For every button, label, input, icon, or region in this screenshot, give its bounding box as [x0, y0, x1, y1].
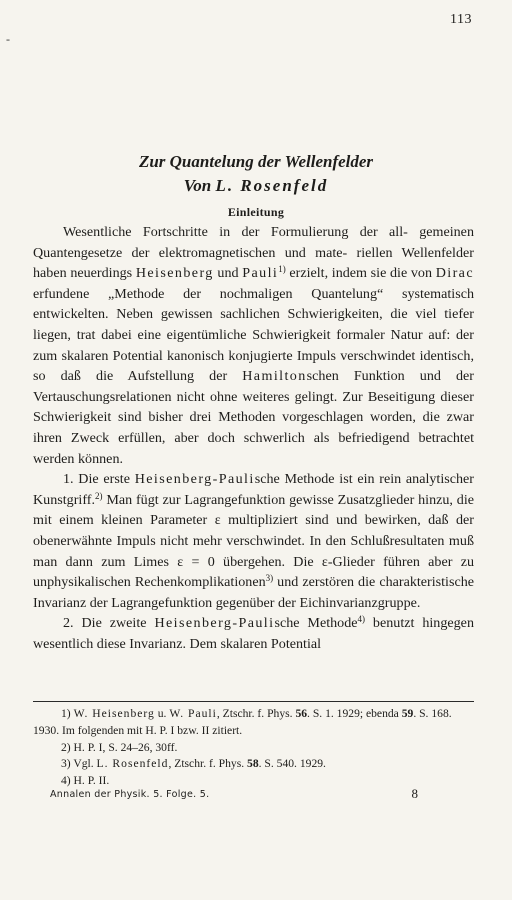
text-run: , Ztschr. f. Phys. [168, 757, 248, 771]
fn-volume: 58 [247, 757, 259, 771]
journal-line: Annalen der Physik. 5. Folge. 5. [50, 789, 210, 800]
footnote-rule [33, 701, 474, 702]
footnote-ref: 1) [278, 264, 286, 275]
text-run: u. [154, 707, 170, 720]
fn-author: W. Heisenberg [73, 707, 155, 720]
fn-volume: 59 [401, 707, 414, 720]
text-run: riellen Wellenfelder haben neuerdings [33, 244, 474, 282]
margin-mark: - [6, 32, 10, 46]
text-run: 2. Die zweite [63, 615, 155, 632]
footnote-ref: 4) [357, 614, 366, 625]
text-run: sche Methode [274, 615, 358, 632]
text-run: benutzt hingegen wesentlich diese Invarianz. Dem skalaren Potential [33, 615, 474, 652]
footnote-4: 4) H. P. II. [61, 774, 110, 788]
article-title: Zur Quantelung der Wellenfelder [138, 152, 374, 171]
title-block [0, 150, 512, 198]
name-hamilton: Hamilton [242, 368, 307, 385]
text-run: 3) Vgl. [61, 757, 97, 771]
body-text [33, 222, 474, 654]
name-dirac: Dirac [435, 265, 474, 282]
page-footer [50, 788, 446, 800]
footnote-2: 2) H. P. I, S. 24–26, 30ff. [61, 740, 178, 754]
text-run: schen Funktion und der Vertauschungsrelationen nicht ohne weiteres gelingt. Zur Beseitigung dieser Schwierigkeit sind bisher drei Methoden vorgeschlagen worden, die zwar ihren Zweck erfüllen, aber doch schwerlich als befriedigend betrachtet werden können. [33, 368, 474, 467]
paragraph-method-2 [33, 613, 474, 654]
text-run: Man fügt zur Lagrangefunktion gewisse Zusatzglieder hinzu, die mit einem kleinen Parameter ε multipliziert sind und bewirken, daß der obenerwähnte Impuls nicht mehr verschwindet. In den Schlußresultaten muß man dann zum Limes ε = 0 übergehen. Die ε-Glieder führen aber zu unphysikalischen Rechenkomplikationen [33, 491, 474, 591]
text-run: sche Methode ist ein rein analytischer Kunstgriff. [33, 471, 474, 508]
name-heisenberg-pauli: Heisenberg-Pauli [154, 615, 275, 632]
name-pauli: Pauli [242, 265, 279, 282]
fn-author: W. Pauli [169, 707, 217, 720]
fn-volume: 56 [295, 707, 308, 720]
signature-mark: 8 [411, 786, 418, 801]
text-run: , Ztschr. f. Phys. [216, 707, 296, 720]
text-run: und [213, 265, 243, 282]
text-run: . S. 168. 1930. Im folgenden mit H. P. I bzw. II zitiert. [33, 707, 452, 737]
paragraph-method-1 [33, 469, 474, 613]
footnote-3 [33, 756, 474, 773]
author-name: L. Rosenfeld [215, 176, 329, 195]
section-heading: Einleitung [227, 205, 285, 219]
name-heisenberg-pauli: Heisenberg-Pauli [134, 471, 255, 488]
text-run: erfundene „Methode der nochmaligen Quantelung“ systematisch entwickelten. Neben gewissen sachlichen Schwierigkeiten, die viel tiefer liegen, trat dabei eine eigentümliche Schwierigkeit formaler Natur auf: der zum skalaren Potential kanonisch konjugierte Impuls verschwindet identisch, so daß die Aufstellung der [33, 285, 474, 385]
author-line [0, 174, 512, 198]
paragraph-intro [33, 222, 474, 469]
text-run: erzielt, indem sie die von [289, 265, 436, 282]
text-run: 1. Die erste [63, 471, 135, 488]
page-number: 113 [450, 12, 472, 27]
footnote-ref: 2) [94, 490, 103, 501]
text-run: gemeinen Quantengesetze der elektromagnetischen und mate- [33, 224, 474, 261]
text-run: . S. 1. 1929; ebenda [307, 707, 402, 720]
text-run: und zerstören die charakteristische Invarianz der Lagrangefunktion gegenüber der Eichinvarianzgruppe. [33, 574, 475, 611]
text-run: . S. 540. 1929. [258, 757, 326, 771]
text-run: Wesentliche Fortschritte in der Formulierung der all- [63, 224, 408, 240]
footnote-ref: 3) [265, 573, 274, 584]
name-heisenberg: Heisenberg [135, 265, 214, 282]
fn-author: L. Rosenfeld [96, 757, 169, 771]
footnote-1 [33, 706, 474, 740]
author-prefix: Von [183, 176, 212, 195]
footnote-number: 1) [61, 707, 71, 720]
footnotes [33, 706, 474, 790]
